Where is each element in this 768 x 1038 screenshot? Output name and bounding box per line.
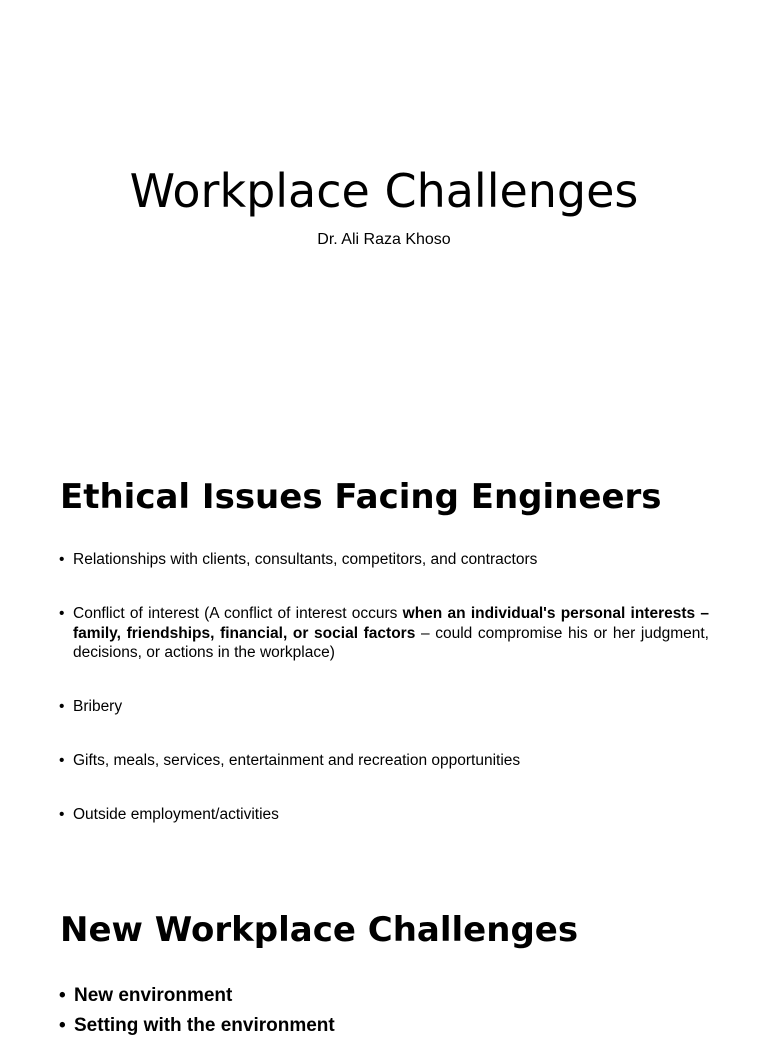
bullet-icon: •: [59, 985, 66, 1006]
new-workplace-heading: New Workplace Challenges: [60, 910, 579, 950]
list-item: [60, 1014, 709, 1038]
list-item: [60, 984, 709, 1008]
conflict-text-start: Conflict of interest (A conflict of interest occurs: [73, 605, 403, 622]
bullet-icon: •: [59, 1015, 66, 1036]
list-item-text: New environment: [74, 985, 233, 1006]
list-item-text: [73, 604, 709, 663]
list-item: [60, 751, 709, 771]
list-item-text: Bribery: [73, 698, 123, 715]
list-item: [60, 697, 709, 717]
list-item: [60, 550, 709, 570]
conflict-text-end: – could compromise his or her judgment, decisions, or actions in the workplace): [73, 624, 709, 661]
list-item-text: Relationships with clients, consultants, competitors, and contractors: [73, 551, 538, 568]
list-item-text: Setting with the environment: [74, 1015, 335, 1036]
bullet-icon: •: [59, 698, 65, 715]
list-item: [60, 805, 709, 825]
bullet-icon: •: [59, 806, 65, 823]
slide-subtitle: Dr. Ali Raza Khoso: [317, 231, 451, 248]
bullet-icon: •: [59, 551, 65, 568]
list-item-text: Outside employment/activities: [73, 806, 279, 823]
ethical-issues-heading: Ethical Issues Facing Engineers: [60, 477, 662, 517]
bullet-icon: •: [59, 752, 65, 769]
bullet-icon: •: [59, 605, 65, 622]
conflict-text-bold: when an individual's personal interests – family, friendships, financial, or social factors: [73, 605, 710, 642]
slide-title: Workplace Challenges: [129, 164, 639, 218]
list-item: [60, 604, 709, 663]
list-item-text: Gifts, meals, services, entertainment and recreation opportunities: [73, 752, 521, 769]
